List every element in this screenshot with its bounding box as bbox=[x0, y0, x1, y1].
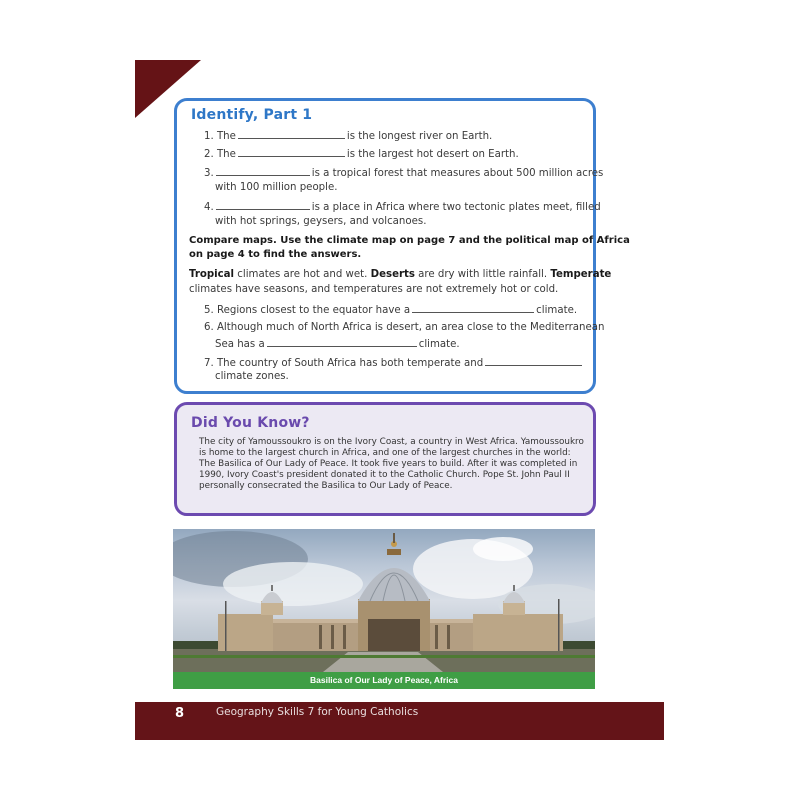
page-footer bbox=[135, 702, 664, 740]
q3-text: is a tropical forest that measures about 500 million acres bbox=[311, 168, 604, 179]
question-5 bbox=[204, 303, 577, 317]
basilica-photo bbox=[173, 529, 595, 672]
term-deserts: Deserts bbox=[370, 269, 415, 280]
question-7 bbox=[204, 356, 584, 370]
q3-prefix: 3. bbox=[204, 168, 214, 179]
did-you-know-box bbox=[174, 402, 596, 516]
q2-prefix: 2. The bbox=[204, 149, 236, 160]
book-title: Geography Skills 7 for Young Catholics bbox=[216, 706, 419, 718]
q1-prefix: 1. The bbox=[204, 131, 236, 142]
instruction-line-2: on page 4 to find the answers. bbox=[189, 249, 362, 260]
q4-prefix: 4. bbox=[204, 202, 214, 213]
did-you-know-title: Did You Know? bbox=[191, 415, 310, 431]
q6-prefix: Sea has a bbox=[215, 339, 265, 350]
q7-continued: climate zones. bbox=[215, 371, 289, 382]
question-3 bbox=[204, 166, 603, 180]
question-6-continued bbox=[215, 337, 460, 351]
basilica-illustration bbox=[173, 529, 595, 672]
answer-blank-2[interactable] bbox=[238, 147, 345, 157]
climate-definitions-line-2: climates have seasons, and temperatures are not extremely hot or cold. bbox=[189, 284, 559, 295]
q4-continued: with hot springs, geysers, and volcanoes. bbox=[215, 216, 427, 227]
climate-definitions-line-1 bbox=[189, 269, 611, 281]
instruction-line-1: Compare maps. Use the climate map on page 7 and the political map of Africa bbox=[189, 235, 630, 246]
question-6: 6. Although much of North Africa is desert, an area close to the Mediterranean bbox=[204, 322, 605, 333]
q4-text: is a place in Africa where two tectonic plates meet, filled bbox=[311, 202, 601, 213]
answer-blank-1[interactable] bbox=[238, 129, 345, 139]
did-you-know-text: The city of Yamoussoukro is on the Ivory Coast, a country in West Africa. Yamoussoukro is home to the largest church in Africa, and one of the largest churches in the world: The Basilica of Our Lady of Peace. It took five years to build. After it was completed in 1990, Ivory Coast's president donated it to the Catholic Church. Pope St. John Paul II personally consecrated the Basilica to Our Lady of Peace. bbox=[199, 437, 584, 491]
climate-text-2: are dry with little rainfall. bbox=[414, 269, 551, 280]
q1-text: is the longest river on Earth. bbox=[346, 131, 493, 142]
page-number: 8 bbox=[175, 706, 185, 721]
q5-prefix: 5. Regions closest to the equator have a bbox=[204, 305, 411, 316]
answer-blank-4[interactable] bbox=[216, 200, 310, 210]
question-1 bbox=[204, 129, 492, 143]
answer-blank-5[interactable] bbox=[412, 303, 534, 313]
answer-blank-7[interactable] bbox=[485, 356, 582, 366]
q2-text: is the largest hot desert on Earth. bbox=[346, 149, 519, 160]
identify-part1-box bbox=[174, 98, 630, 394]
term-temperate: Temperate bbox=[550, 269, 612, 280]
term-tropical: Tropical bbox=[189, 269, 235, 280]
q6-text: climate. bbox=[418, 339, 460, 350]
q5-text: climate. bbox=[536, 305, 578, 316]
question-2 bbox=[204, 147, 519, 161]
climate-text-1: climates are hot and wet. bbox=[234, 269, 371, 280]
photo-caption: Basilica of Our Lady of Peace, Africa bbox=[173, 672, 595, 689]
answer-blank-3[interactable] bbox=[216, 166, 310, 176]
q7-prefix: 7. The country of South Africa has both temperate and bbox=[204, 358, 484, 369]
identify-title: Identify, Part 1 bbox=[191, 107, 313, 123]
question-4 bbox=[204, 200, 601, 214]
q3-continued: with 100 million people. bbox=[215, 182, 338, 193]
answer-blank-6[interactable] bbox=[267, 337, 417, 347]
